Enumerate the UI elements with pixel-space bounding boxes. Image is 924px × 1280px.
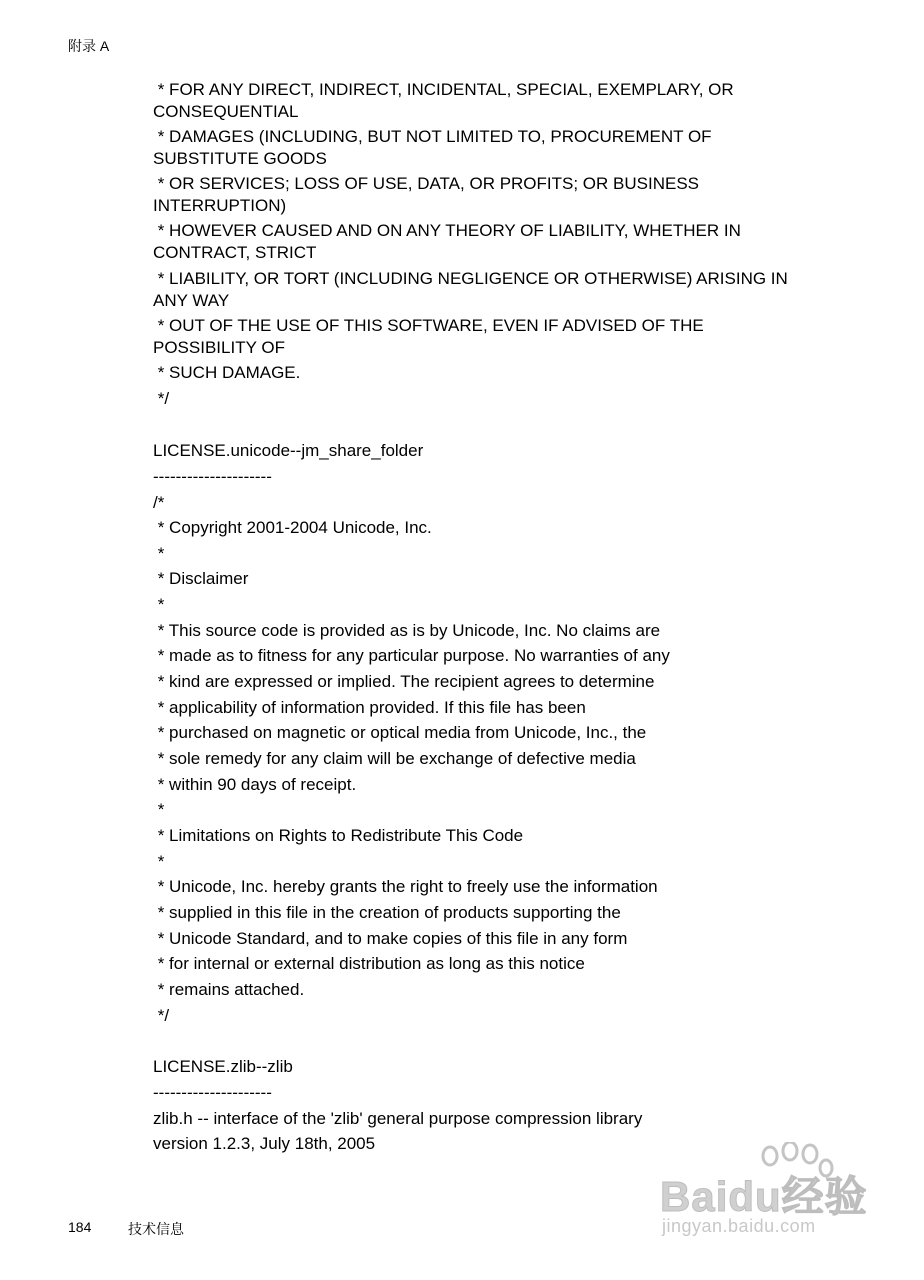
footer-section-title: 技术信息 (128, 1221, 184, 1237)
license-text-line: POSSIBILITY OF (153, 338, 285, 357)
baidu-logo: Baidu经验 (660, 1173, 868, 1220)
license-text-line: zlib.h -- interface of the 'zlib' general purpose compression library (153, 1109, 643, 1128)
license-text-line: * LIABILITY, OR TORT (INCLUDING NEGLIGENCE OR OTHERWISE) ARISING IN (153, 269, 788, 288)
license-text-line: CONTRACT, STRICT (153, 243, 317, 262)
license-text-line: * (153, 852, 165, 871)
license-text-line: /* (153, 493, 165, 512)
license-text-line: CONSEQUENTIAL (153, 102, 299, 121)
license-text-line: ANY WAY (153, 291, 230, 310)
license-text-line: * purchased on magnetic or optical media from Unicode, Inc., the (153, 723, 647, 742)
section-divider: --------------------- (153, 1083, 272, 1102)
watermark-url: jingyan.baidu.com (662, 1216, 816, 1236)
license-text-line: * Unicode Standard, and to make copies of this file in any form (153, 929, 628, 948)
license-text-line: * applicability of information provided. If this file has been (153, 698, 586, 717)
license-text-line: * This source code is provided as is by Unicode, Inc. No claims are (153, 621, 661, 640)
license-text-line: INTERRUPTION) (153, 196, 287, 215)
license-text-line: */ (153, 1006, 170, 1025)
baidu-watermark (656, 1142, 876, 1254)
license-text-line: * OR SERVICES; LOSS OF USE, DATA, OR PROFITS; OR BUSINESS (153, 174, 700, 193)
license-text-line: * remains attached. (153, 980, 305, 999)
license-text-line: * sole remedy for any claim will be exchange of defective media (153, 749, 636, 768)
license-text-line: * supplied in this file in the creation of products supporting the (153, 903, 621, 922)
license-text-line: * made as to fitness for any particular purpose. No warranties of any (153, 646, 670, 665)
license-text-line: * SUCH DAMAGE. (153, 363, 301, 382)
license-text-line: * (153, 595, 165, 614)
license-text-line: * OUT OF THE USE OF THIS SOFTWARE, EVEN IF ADVISED OF THE (153, 316, 704, 335)
license-text-line: version 1.2.3, July 18th, 2005 (153, 1134, 376, 1153)
page-number: 184 (68, 1219, 92, 1235)
license-text-line: * within 90 days of receipt. (153, 775, 357, 794)
license-text-line: * DAMAGES (INCLUDING, BUT NOT LIMITED TO, PROCUREMENT OF (153, 127, 712, 146)
license-text-line: * Unicode, Inc. hereby grants the right to freely use the information (153, 877, 658, 896)
running-header: 附录 A (68, 38, 110, 54)
license-text-line: SUBSTITUTE GOODS (153, 149, 327, 168)
section-heading: LICENSE.unicode--jm_share_folder (153, 441, 424, 460)
license-text-line: * kind are expressed or implied. The recipient agrees to determine (153, 672, 655, 691)
license-text-line: * HOWEVER CAUSED AND ON ANY THEORY OF LIABILITY, WHETHER IN (153, 221, 741, 240)
license-text-line: */ (153, 389, 170, 408)
license-text-line: * Limitations on Rights to Redistribute This Code (153, 826, 524, 845)
license-text-line: * Disclaimer (153, 569, 249, 588)
section-heading: LICENSE.zlib--zlib (153, 1057, 293, 1076)
license-text-line: * FOR ANY DIRECT, INDIRECT, INCIDENTAL, SPECIAL, EXEMPLARY, OR (153, 80, 734, 99)
section-divider: --------------------- (153, 467, 272, 486)
license-text-line: * (153, 800, 165, 819)
license-text-line: * for internal or external distribution as long as this notice (153, 954, 585, 973)
license-text-line: * Copyright 2001-2004 Unicode, Inc. (153, 518, 432, 537)
license-text-line: * (153, 544, 165, 563)
